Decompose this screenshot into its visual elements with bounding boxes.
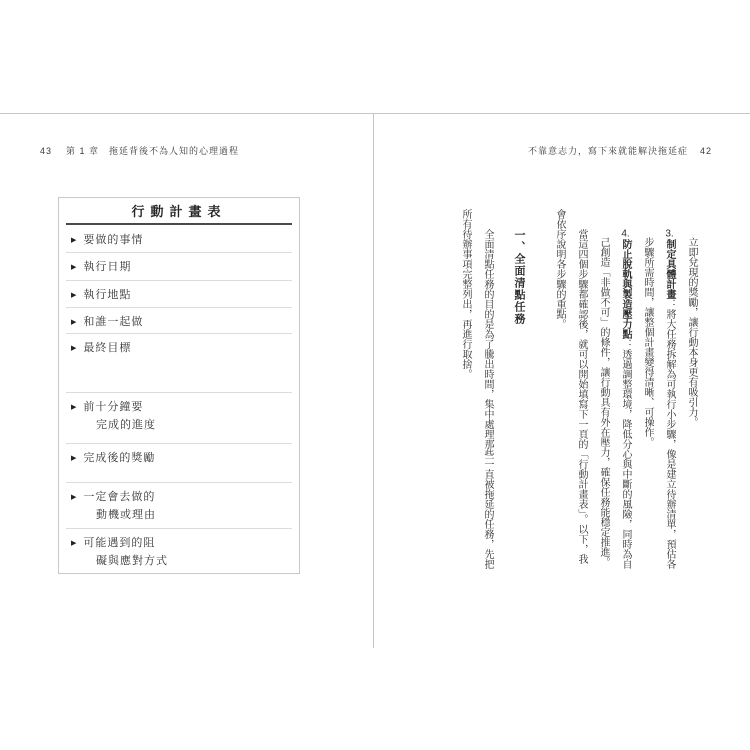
right-page-body-text	[454, 209, 702, 581]
row-label-line2: 動機或理由	[96, 509, 156, 521]
right-page-header	[528, 144, 712, 157]
left-page-header	[40, 144, 239, 157]
row-label: 要做的事情	[83, 234, 144, 246]
row-label: 執行日期	[83, 261, 132, 273]
vertical-text-line	[658, 229, 680, 581]
table-row	[59, 528, 299, 574]
line-text: 全面清點任務的目的是為了騰出時間，集中處理那些一直被拖延的任務，先把	[482, 229, 493, 569]
line-text: 當這四個步驟都確認後，就可以開始填寫下一頁的「行動計畫表」。以下，我	[576, 229, 587, 564]
vertical-text-line	[454, 209, 476, 581]
triangle-bullet-icon: ▶	[71, 264, 78, 271]
table-row	[59, 333, 299, 392]
table-row	[59, 392, 299, 443]
line-text: 步驟所需時間，讓整個計畫變得清晰、可操作。	[642, 237, 653, 447]
table-row	[59, 443, 299, 482]
list-item-title: 防止脫軌與製造壓力點	[620, 239, 631, 339]
page-top-rule	[0, 113, 750, 114]
triangle-bullet-icon: ▶	[71, 345, 78, 352]
page-gutter-divider	[373, 113, 374, 648]
row-label: 完成後的獎勵	[83, 452, 156, 464]
list-number: 4.	[621, 229, 630, 239]
list-item-title: 制定具體計畫	[664, 239, 675, 299]
action-plan-table-title: 行動計畫表	[66, 198, 292, 225]
vertical-text-line	[548, 209, 570, 581]
triangle-bullet-icon: ▶	[71, 455, 78, 462]
vertical-text-line	[476, 229, 498, 581]
right-page-number: 42	[699, 146, 712, 156]
vertical-text-line	[570, 229, 592, 581]
row-label: 一定會去做的	[83, 491, 156, 503]
triangle-bullet-icon: ▶	[71, 540, 78, 547]
triangle-bullet-icon: ▶	[71, 404, 78, 411]
row-label: 執行地點	[83, 289, 132, 301]
vertical-text-line	[636, 237, 658, 581]
vertical-text-line	[680, 237, 702, 581]
triangle-bullet-icon: ▶	[71, 319, 78, 326]
line-text: 所有待辦事項完整列出，再進行取捨。	[460, 209, 471, 379]
section-heading: 一、全面清點任務	[513, 229, 525, 325]
vertical-text-line	[614, 229, 636, 581]
action-plan-table	[58, 197, 300, 574]
line-text: ：將大任務拆解為可執行小步驟，像是建立待辦清單，預估各	[664, 299, 675, 569]
table-row	[59, 252, 299, 280]
table-row	[59, 307, 299, 333]
list-number: 3.	[665, 229, 674, 239]
book-title: 不靠意志力，寫下來就能解決拖延症	[527, 146, 688, 156]
action-plan-table-rows	[59, 225, 299, 574]
row-label-line2: 完成的進度	[96, 419, 156, 431]
row-label-line2: 礙與應對方式	[96, 555, 168, 567]
chapter-label: 第 1 章	[66, 146, 100, 156]
triangle-bullet-icon: ▶	[71, 494, 78, 501]
row-label: 前十分鐘要	[83, 401, 144, 413]
table-row	[59, 225, 299, 252]
row-label: 可能遇到的阻	[83, 537, 156, 549]
triangle-bullet-icon: ▶	[71, 292, 78, 299]
table-row	[59, 482, 299, 528]
row-label: 最終目標	[83, 342, 132, 354]
chapter-title: 拖延背後不為人知的心理過程	[109, 146, 240, 156]
left-page-number: 43	[40, 146, 53, 156]
row-label: 和誰一起做	[83, 316, 144, 328]
vertical-text-line	[592, 237, 614, 581]
line-text: 會依序說明各步驟的重點。	[554, 209, 565, 329]
table-row	[59, 280, 299, 307]
line-text: ：透過調整環境，降低分心與中斷的風險，同時為自	[620, 339, 631, 569]
line-text: 己創造「非做不可」的條件，讓行動具有外在壓力，確保任務能穩定推進。	[598, 237, 609, 567]
line-text: 立即兌現的獎勵，讓行動本身更有吸引力。	[686, 237, 697, 427]
triangle-bullet-icon: ▶	[71, 237, 78, 244]
